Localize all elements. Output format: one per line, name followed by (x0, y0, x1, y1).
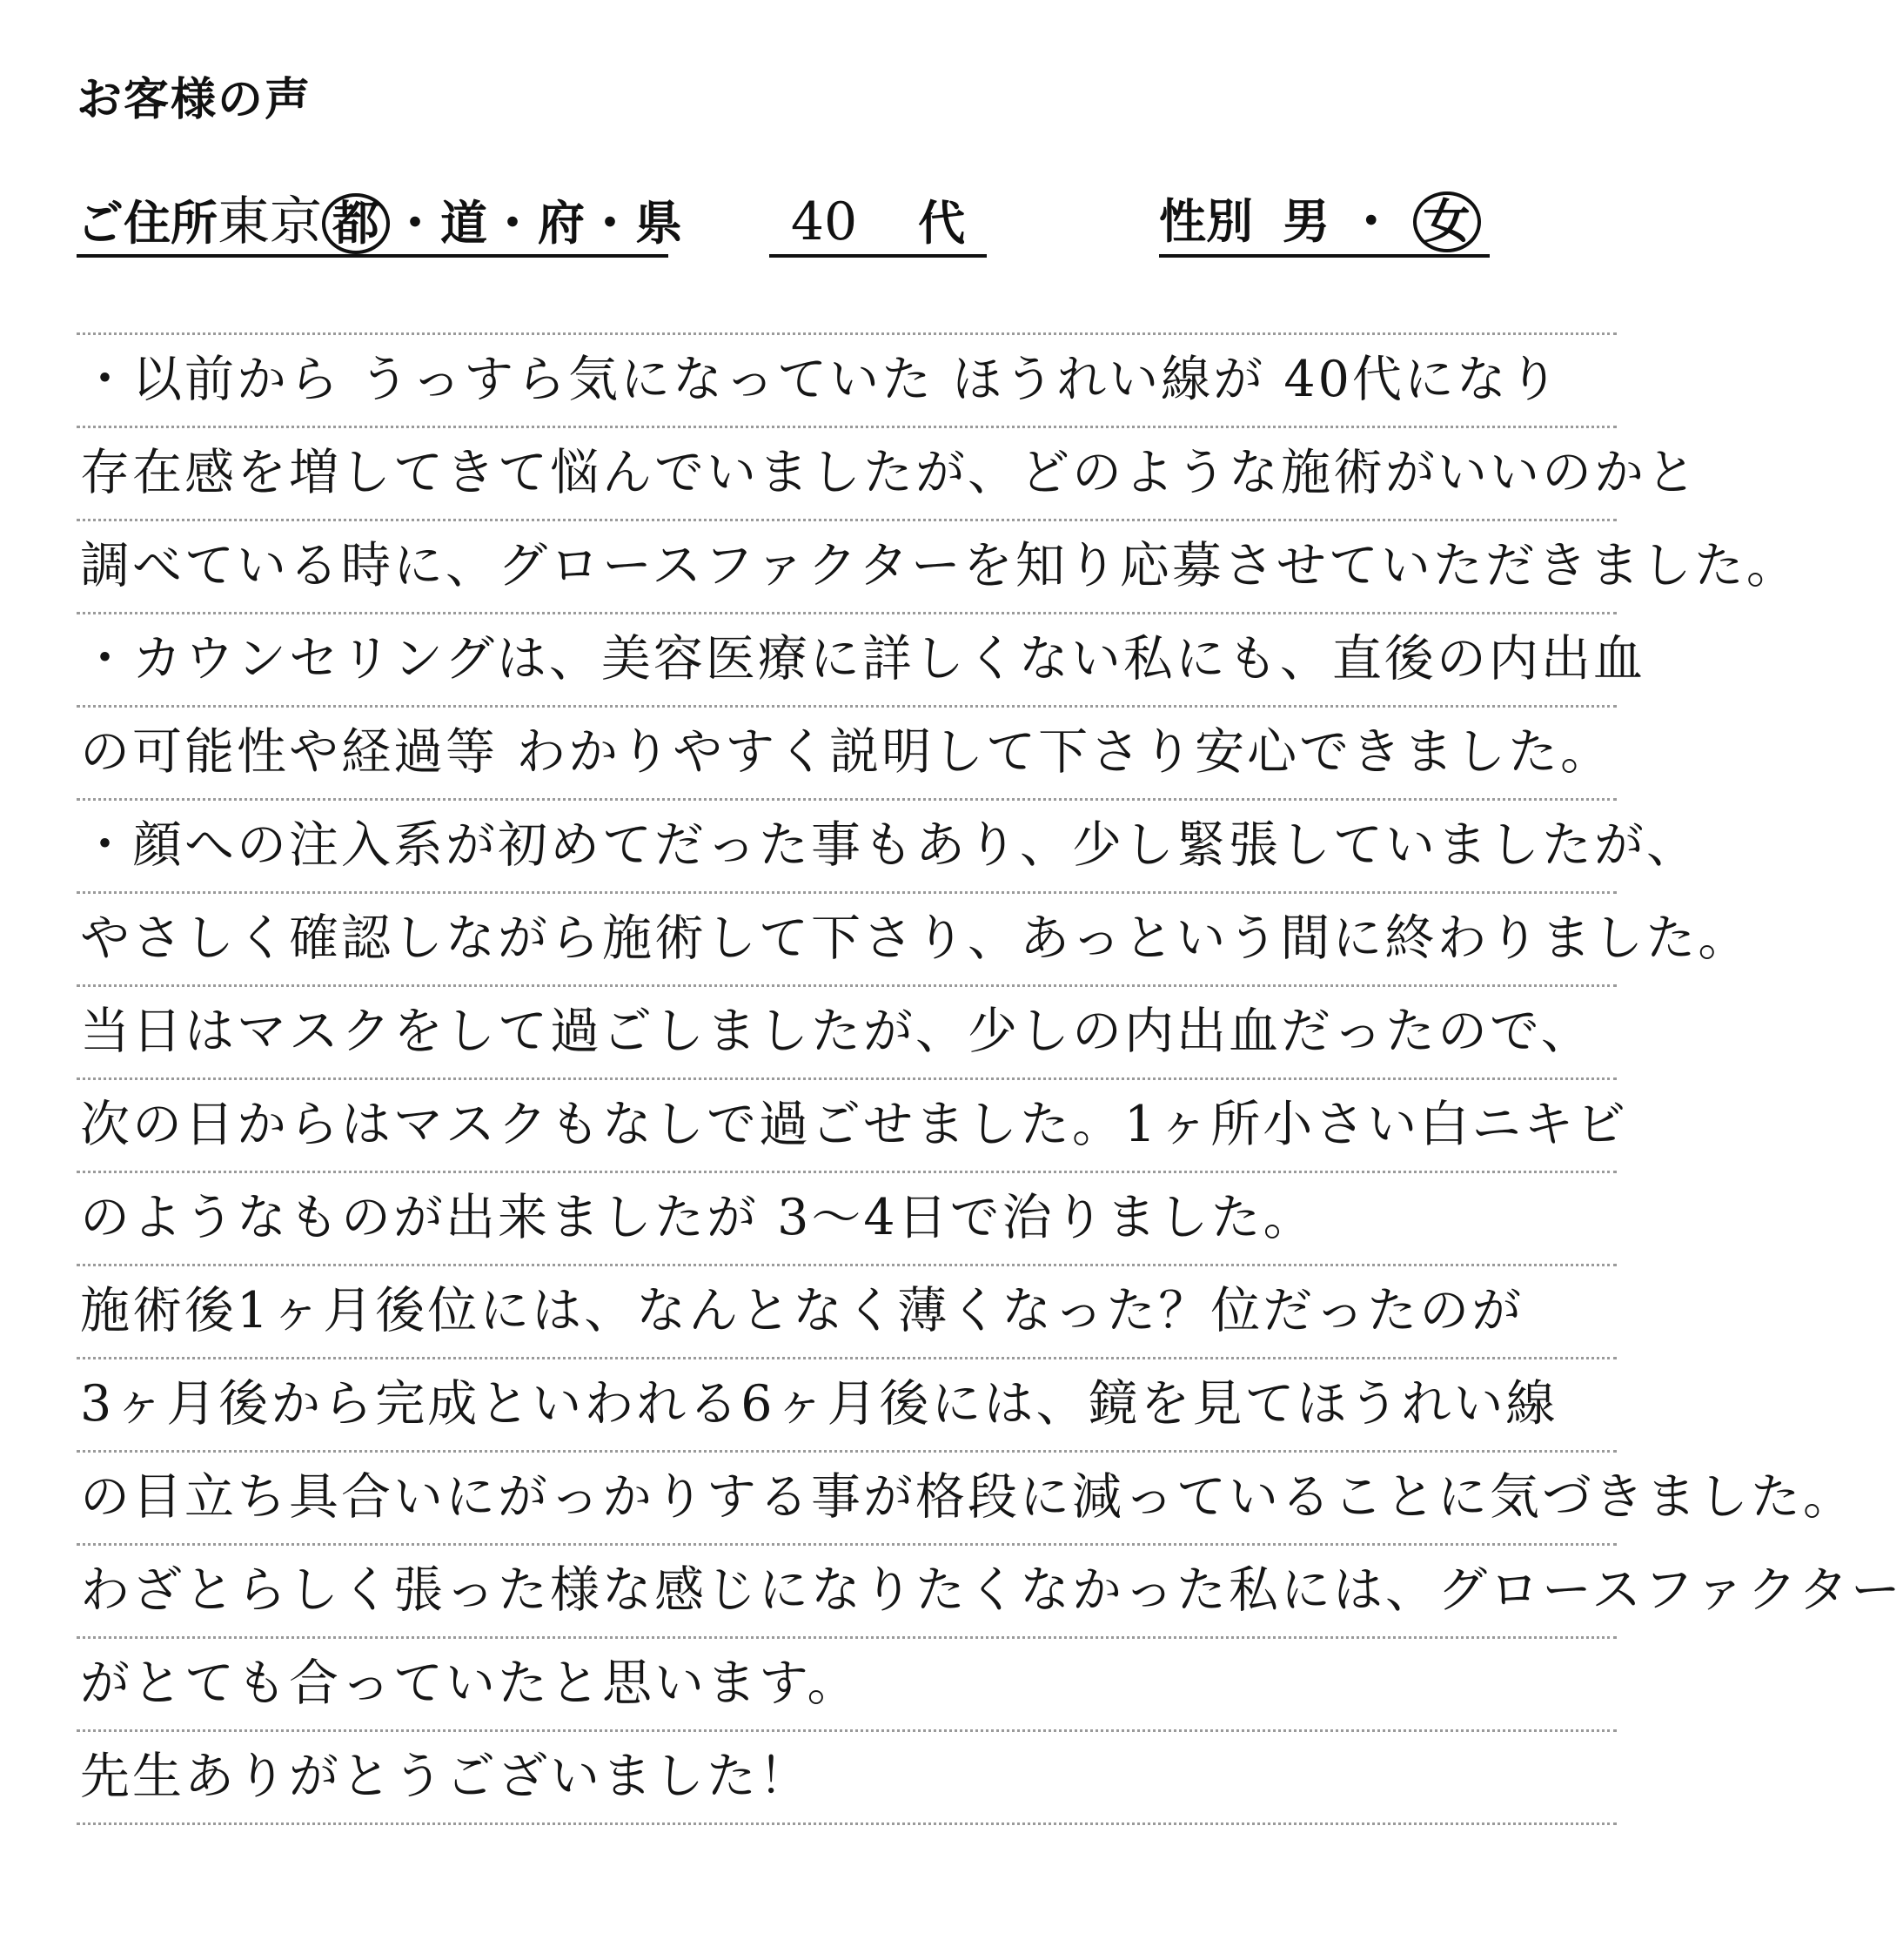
page-title: お客様の声 (77, 74, 312, 126)
comment-line: 先生ありがとうございました！ (80, 1748, 811, 1805)
comment-line: のようなものが出来ましたが 3〜4日で治りました。 (80, 1189, 1316, 1246)
age-suffix: 代 (918, 196, 966, 251)
comment-line: 存在感を増してきて悩んでいましたが、どのような施術がいいのかと (80, 444, 1699, 501)
ruled-line (77, 426, 1617, 428)
comment-line: わざとらしく張った様な感じになりたくなかった私には、グロースファクター (80, 1561, 1903, 1619)
comment-line: ・顔への注入系が初めてだった事もあり、少し緊張していましたが、 (80, 816, 1699, 874)
ruled-line (77, 519, 1617, 521)
ruled-line (77, 1077, 1617, 1080)
comment-line: がとても合っていたと思います。 (80, 1655, 860, 1712)
comment-line: ・カウンセリングは、美容医療に詳しくない私にも、直後の内出血 (80, 630, 1645, 688)
ruled-line (77, 1264, 1617, 1266)
ruled-line (77, 1543, 1617, 1546)
ruled-line (77, 1171, 1617, 1173)
gender-label: 性別 (1159, 194, 1253, 249)
ruled-line (77, 1357, 1617, 1359)
ruled-line (77, 798, 1617, 801)
comment-line: の目立ち具合いにがっかりする事が格段に減っていることに気づきました。 (80, 1468, 1855, 1526)
gender-option-female-selected: 女 (1413, 191, 1481, 252)
ruled-line (77, 1450, 1617, 1453)
prefecture-type-option: 府 (538, 196, 585, 251)
ruled-line (77, 984, 1617, 987)
comment-line: 次の日からはマスクもなしで過ごせました。1ヶ所小さい白ニキビ (80, 1096, 1629, 1153)
address-value: 東京 (218, 191, 322, 252)
comment-line: やさしく確認しながら施術して下さり、あっという間に終わりました。 (80, 910, 1751, 967)
comment-line: 当日はマスクをして過ごしましたが、少しの内出血だったので、 (80, 1003, 1593, 1060)
comment-line: の可能性や経過等 わかりやすく説明して下さり安心できました。 (80, 723, 1613, 781)
comment-line: 3ヶ月後から完成といわれる6ヶ月後には、鏡を見てほうれい線 (80, 1375, 1558, 1433)
age-field (769, 190, 987, 258)
comment-line: ・以前から うっすら気になっていた ほうれい線が 40代になり (80, 351, 1561, 408)
age-value: 40 (790, 191, 858, 252)
ruled-line (77, 332, 1617, 335)
comment-line: 調べている時に、グロースファクターを知り応募させていただきました。 (80, 537, 1799, 594)
ruled-line (77, 1729, 1617, 1732)
ruled-line (77, 1822, 1617, 1825)
address-field: ご住所東京 都 ・道・府・県 (77, 190, 668, 258)
prefecture-type-option-selected: 都 (322, 193, 390, 254)
gender-field: 性別 男 ・ 女 (1159, 190, 1490, 258)
prefecture-type-option: 道 (440, 196, 487, 251)
ruled-line (77, 1636, 1617, 1639)
ruled-line (77, 891, 1617, 894)
address-label: ご住所 (77, 196, 218, 251)
comment-line: 施術後1ヶ月後位には、なんとなく薄くなった？位だったのが (80, 1282, 1524, 1339)
gender-option-male: 男 (1283, 194, 1330, 249)
ruled-line (77, 612, 1617, 614)
ruled-line (77, 705, 1617, 708)
prefecture-type-option: 県 (635, 196, 682, 251)
